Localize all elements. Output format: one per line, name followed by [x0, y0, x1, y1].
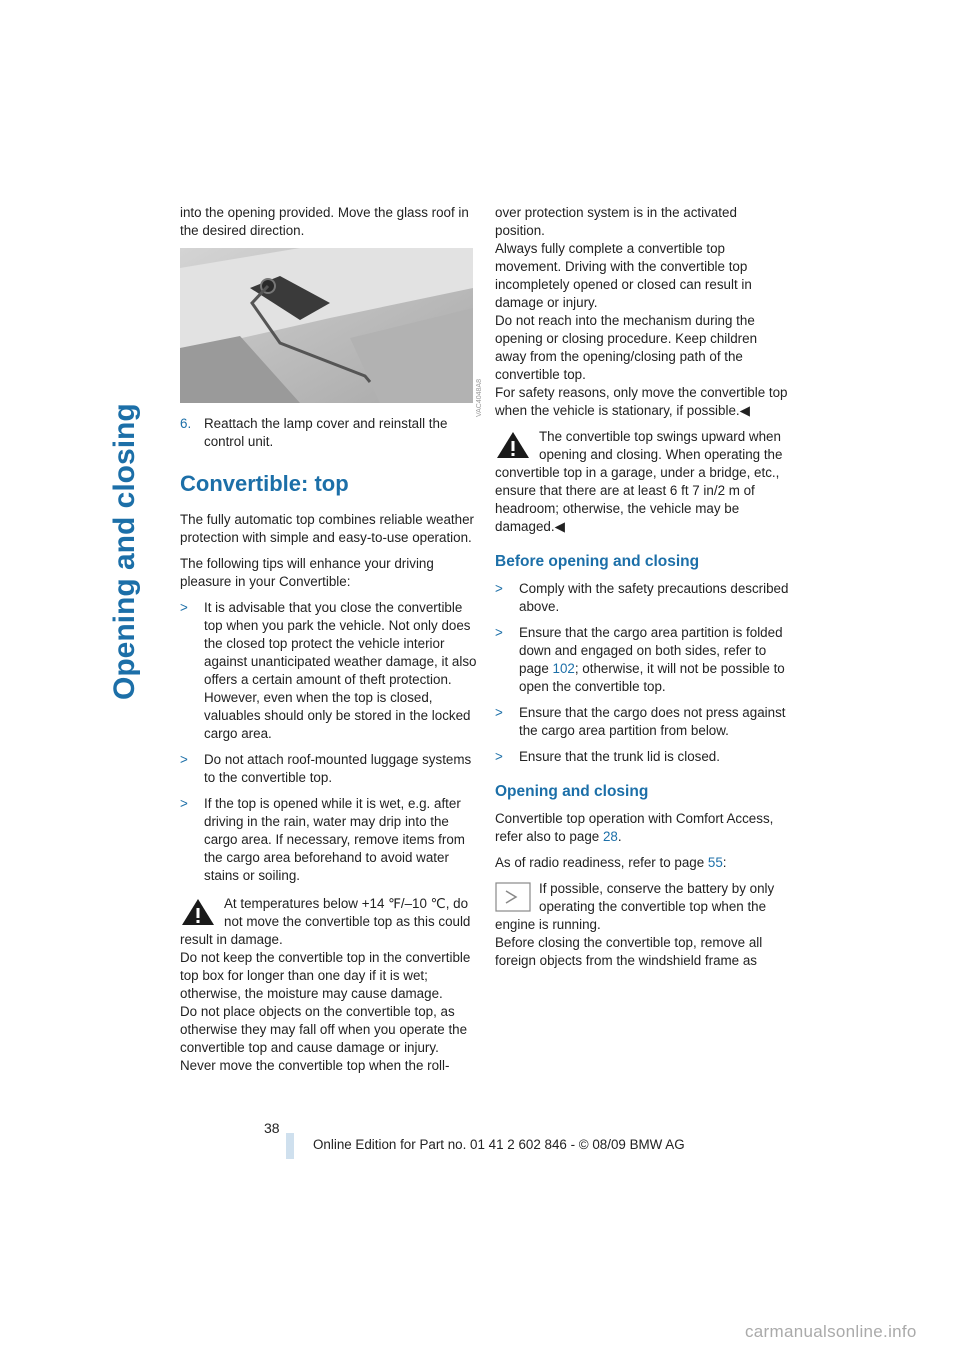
intro-paragraph: into the opening provided. Move the glass roof in the desired direction.: [180, 205, 469, 238]
watermark: carmanualsonline.info: [745, 1322, 917, 1341]
section-title: Opening and closing: [108, 403, 141, 700]
paragraph-text: :: [722, 855, 727, 870]
warning-text: Do not keep the convertible top in the convertible top box for longer than one day if it is wet; otherwise, the moisture may cause damage.: [180, 950, 471, 1001]
warning-triangle-icon: [495, 430, 531, 460]
list-item: [495, 704, 790, 740]
warning-continued: Do not reach into the mechanism during the opening or closing procedure. Keep children away from the opening/closing path of the convertible top.: [495, 313, 758, 382]
list-item-text: Comply with the safety precautions described above.: [519, 581, 789, 614]
paragraph-text: .: [617, 829, 622, 844]
paragraph: [495, 854, 790, 872]
list-item: [180, 795, 480, 885]
figure-code: VAC4048A8: [476, 379, 483, 418]
warning-continued: over protection system is in the activated position.: [495, 205, 737, 238]
paragraph: The following tips will enhance your driving pleasure in your Convertible:: [180, 556, 434, 589]
page-link[interactable]: 102: [552, 661, 575, 676]
warning-text: For safety reasons, only move the convertible top when the vehicle is stationary, if possible.: [495, 385, 788, 418]
warning-triangle-icon: [180, 897, 216, 927]
list-item: [180, 599, 480, 743]
before-opening-heading: Before opening and closing: [495, 553, 700, 570]
list-item: [495, 748, 790, 766]
warning-text: Do not place objects on the convertible top, as otherwise they may fall off when you operate the convertible top and cause damage or injury.: [180, 1004, 468, 1055]
warning-note: [180, 895, 480, 1075]
left-column: [180, 204, 483, 1075]
step-text: Reattach the lamp cover and reinstall the control unit.: [204, 416, 448, 449]
note-text: Before closing the convertible top, remove all foreign objects from the windshield frame as: [495, 935, 763, 968]
paragraph-text: Convertible top operation with Comfort Access, refer also to page: [495, 811, 774, 844]
crank-illustration: [180, 248, 473, 403]
end-mark: ◀: [554, 519, 565, 534]
step-6: [180, 415, 480, 451]
list-item-text: Ensure that the cargo does not press against the cargo area partition from below.: [519, 705, 786, 738]
list-item-text: Ensure that the cargo area partition is folded down and engaged on both sides, refer to page: [519, 625, 783, 676]
bullet-mark: >: [495, 705, 503, 720]
warning-continued: Always fully complete a convertible top movement. Driving with the convertible top incompletely opened or closed can result in damage or injury.: [495, 241, 752, 310]
list-item-text: Do not attach roof-mounted luggage systems to the convertible top.: [204, 752, 472, 785]
info-note: [495, 880, 790, 970]
note-text: If possible, conserve the battery by only operating the convertible top when the engine is running.: [495, 881, 775, 932]
footer-bar: [286, 1133, 294, 1159]
list-item: [495, 624, 790, 696]
warning-text: At temperatures below +14 ℉/–10 ℃, do not move the convertible top as this could result in damage.: [180, 896, 471, 947]
step-number: 6.: [180, 416, 192, 431]
list-item-text: Ensure that the trunk lid is closed.: [519, 749, 720, 764]
page-number: 38: [264, 1120, 280, 1136]
list-item: [180, 751, 480, 787]
note-hint-icon: [495, 882, 531, 912]
right-column: [495, 204, 790, 970]
footer-text: Online Edition for Part no. 01 41 2 602 846 - © 08/09 BMW AG: [313, 1137, 685, 1152]
warning-text: Never move the convertible top when the roll-: [180, 1058, 450, 1073]
paragraph-text: As of radio readiness, refer to page: [495, 855, 708, 870]
bullet-mark: >: [180, 796, 188, 811]
convertible-top-heading: Convertible: top: [180, 471, 349, 496]
page-link[interactable]: 55: [707, 855, 723, 870]
bullet-mark: >: [180, 600, 188, 615]
bullet-mark: >: [180, 752, 188, 767]
opening-closing-heading: Opening and closing: [495, 783, 649, 800]
glass-roof-crank-figure: [180, 248, 483, 418]
paragraph: [495, 810, 790, 846]
paragraph: The fully automatic top combines reliable weather protection with simple and easy-to-use operation.: [180, 512, 474, 545]
warning-continued: [495, 384, 790, 420]
bullet-mark: >: [495, 749, 503, 764]
warning-text: The convertible top swings upward when opening and closing. When operating the convertible top in a garage, under a bridge, etc., ensure that there are at least 6 ft 7 in/2 m of headroom; otherwise, the vehicle may be damaged.: [495, 429, 783, 534]
list-item-text: If the top is opened while it is wet, e.g. after driving in the rain, water may drip into the cargo area. If necessary, remove items from the cargo area beforehand to avoid water stains or soiling.: [204, 796, 465, 883]
list-item: [495, 580, 790, 616]
bullet-mark: >: [495, 625, 503, 640]
warning-note: [495, 428, 790, 536]
list-item-text: ; otherwise, it will not be possible to open the convertible top.: [519, 661, 785, 694]
list-item-text: It is advisable that you close the convertible top when you park the vehicle. Not only does the closed top protect the vehicle interior against unanticipated weather damage, it also offers a certain amount of theft protection. However, even when the top is closed, valuables should only be stored in the locked cargo area.: [204, 600, 477, 741]
page-link[interactable]: 28: [602, 829, 618, 844]
bullet-mark: >: [495, 581, 503, 596]
end-mark: ◀: [739, 403, 750, 418]
